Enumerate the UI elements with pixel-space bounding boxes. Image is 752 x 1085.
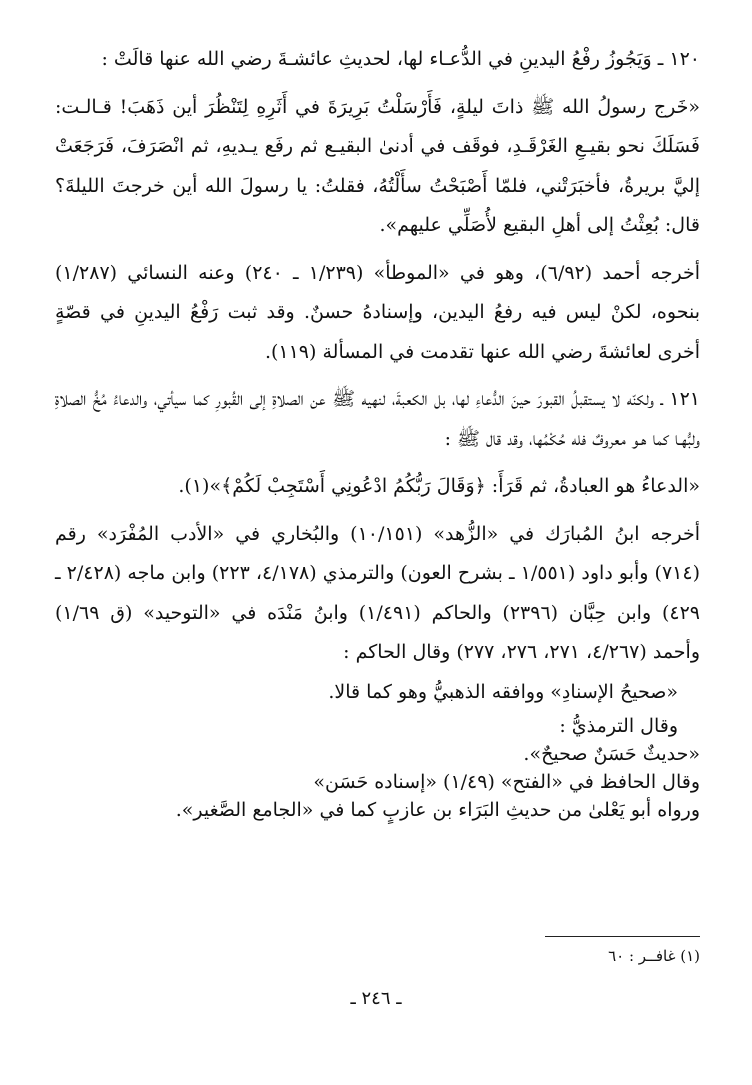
paragraph-hadith-dua: «الدعاءُ هو العبادةُ، ثم قَرَأَ: ﴿وَقَالَ رَبُّكُمُ ادْعُونِي أَسْتَجِبْ لَكُمْ﴾»(١). <box>178 475 700 497</box>
line-abu-yala: ورواه أبو يَعْلىٰ من حديثِ البَرَاء بن عازبٍ كما في «الجامع الصَّغير». <box>175 799 700 821</box>
page-body <box>55 40 700 824</box>
closing-lines <box>55 712 700 824</box>
paragraph-takhrij-ahmad: أخرجه أحمد (٦/٩٢)، وهو في «الموطأ» (١/٢٣٩ ـ ٢٤٠) وعنه النسائي (١/٢٨٧) بنحوه، لكنْ ليس فيه رفعُ اليدين، وإسنادهُ حسنٌ. وقد ثبت رَفْعُ اليدينِ في قصّةٍ أخرى لعائشةَ رضي الله عنها تقدمت في المسألة (١١٩). <box>55 261 700 363</box>
paragraph-issue-120: ١٢٠ ـ وَيَجُوزُ رفْعُ اليدينِ في الدُّعـاء لها، لحديثِ عائشـةَ رضي الله عنها قالَتْ : <box>101 48 700 70</box>
footnote: (١) غافــر : ٦٠ <box>608 947 700 965</box>
paragraph-takhrij-ibn-mubarak: أخرجه ابنُ المُبارَك في «الزُّهد» (١٠/١٥١) والبُخاري في «الأدب المُفْرَد» رقم (٧١٤) وأبو داود (١/٥٥١ ـ بشرح العون) والترمذي (٤/١٧٨، ٢٢٣) وابن ماجه (٢/٤٢٨ ـ ٤٢٩) وابن حِبَّان (٢٣٩٦) والحاكم (١/٤٩١) وابنُ مَنْدَه في «التوحيد» (ق ١/٦٩) وأحمد (٤/٢٦٧، ٢٧١، ٢٧٦، ٢٧٧) وقال الحاكم : <box>55 522 701 663</box>
line-tirmidhi-grade: «حديثٌ حَسَنٌ صحيحٌ». <box>523 743 700 765</box>
page-number: ـ ٢٤٦ ـ <box>350 988 402 1009</box>
paragraph-hadith-aisha: «خَرج رسولُ الله ﷺ ذاتَ ليلةٍ، فَأَرْسَلْتُ بَرِيرَةَ في أَثَرِهِ لِتَنْظُرَ أين ذَهَبَ! قـالـت: فَسَلَكَ نحو بقيـعِ الغَرْقَـدِ، فوقَف في أدنىٰ البقيـع ثم رفَع يـديهِ، ثم انْصَرَفَ، فَرَجَعَتْ إليَّ بريرةُ، فأخبَرَتْني، فلمّا أَصْبَحْتُ سأَلْتُهُ، فقلتُ: يا رسولَ الله أين خرجتَ الليلةَ؟ قال: بُعِثْتُ إلى أهلِ البقيع لأُصَلِّي عليهم». <box>55 95 700 236</box>
paragraph-hakim-quote: «صحيحُ الإسنادِ» ووافقه الذهبيُّ وهو كما قالا. <box>328 680 678 703</box>
line-hafiz-fath: وقال الحافظ في «الفتح» (١/٤٩) «إسناده حَسَن» <box>313 771 700 793</box>
line-tirmidhi-said: وقال الترمذيُّ : <box>559 715 678 737</box>
paragraph-issue-121: ١٢١ ـ ولكنّه لا يستقبلُ القبورَ حينَ الدُّعاءِ لها، بل الكعبةَ، لنهيه ﷺ عن الصلاةِ إلى القُبورِ كما سيأتي، والدعاءُ مُخُّ الصلاةِ ولبُّهـا كما هـو معروفٌ فله حُكْمُها، وقد قال ﷺ : <box>55 388 700 450</box>
footnote-rule <box>545 936 700 937</box>
